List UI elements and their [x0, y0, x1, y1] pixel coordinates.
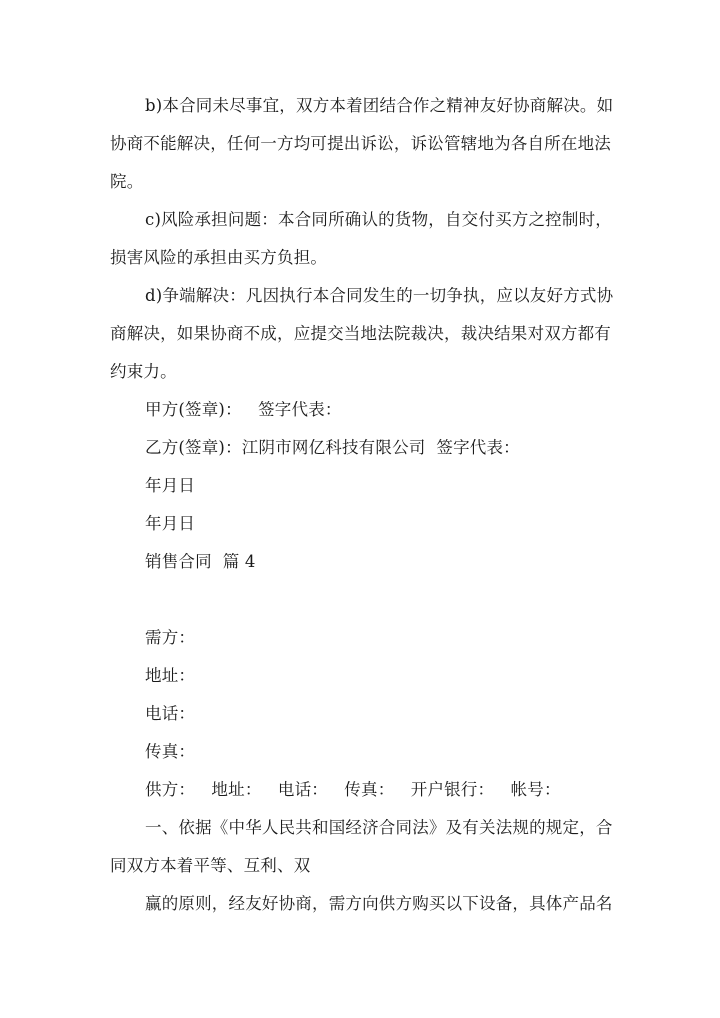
party-a-signature: 甲方(签章)： 签字代表： [145, 400, 342, 419]
clause-b-line-3: 院。 [110, 172, 144, 191]
fax-label: 传真： [145, 742, 196, 761]
clause-b-line-1: b)本合同未尽事宜，双方本着团结合作之精神友好协商解决。如 [145, 96, 614, 115]
phone-label: 电话： [145, 704, 196, 723]
clause-b-line-2: 协商不能解决，任何一方均可提出诉讼，诉讼管辖地为各自所在地法 [110, 134, 611, 153]
buyer-label: 需方： [145, 628, 196, 647]
clause-d-line-3: 约束力。 [110, 362, 177, 381]
article-1-line-2: 同双方本着平等、互利、双 [110, 856, 311, 875]
clause-d-line-2: 商解决，如果协商不成，应提交当地法院裁决，裁决结果对双方都有 [110, 324, 611, 343]
article-1-line-3: 赢的原则，经友好协商，需方向供方购买以下设备，具体产品名 [145, 894, 613, 913]
date-line-2: 年月日 [145, 514, 196, 533]
clause-c-line-1: c)风险承担问题：本合同所确认的货物，自交付买方之控制时， [145, 210, 612, 229]
article-1-line-1: 一、依据《中华人民共和国经济合同法》及有关法规的规定，合 [145, 818, 613, 837]
address-label: 地址： [145, 666, 196, 685]
clause-c-line-2: 损害风险的承担由买方负担。 [110, 248, 328, 267]
clause-d-line-1: d)争端解决：凡因执行本合同发生的一切争执，应以友好方式协 [145, 286, 614, 305]
supplier-info-line: 供方： 地址： 电话： 传真： 开户银行： 帐号： [145, 780, 561, 799]
party-b-signature: 乙方(签章)：江阴市网亿科技有限公司 签字代表： [145, 438, 520, 457]
date-line-1: 年月日 [145, 476, 196, 495]
section-title: 销售合同 篇 4 [145, 552, 256, 571]
